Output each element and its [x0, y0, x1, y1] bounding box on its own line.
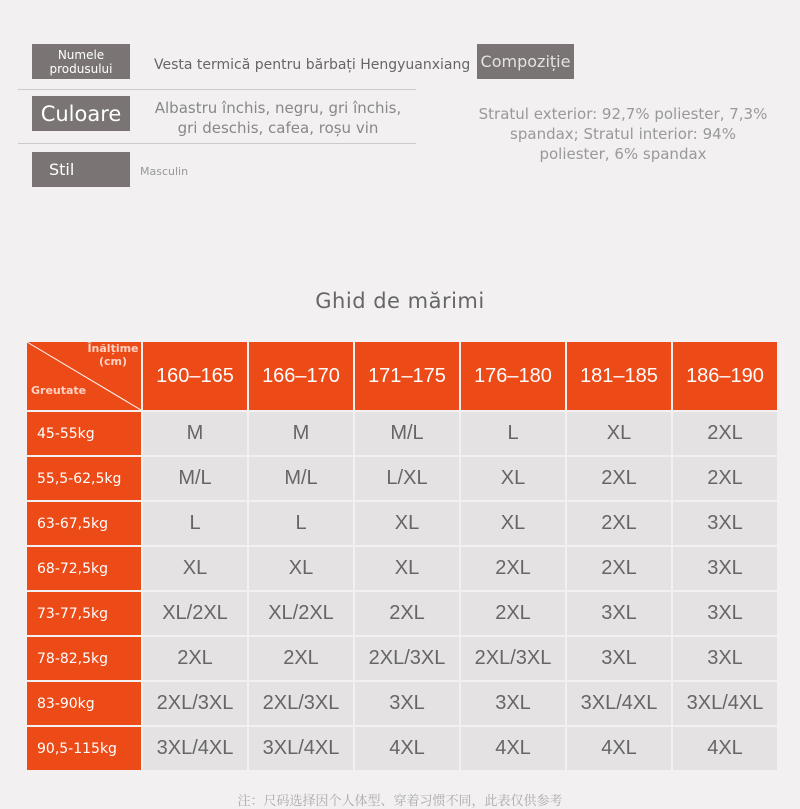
table-row: [27, 412, 777, 455]
size-cell: XL: [249, 547, 353, 590]
style-label: Stil: [32, 152, 130, 187]
size-cell: M/L: [249, 457, 353, 500]
size-cell: 4XL: [355, 727, 459, 770]
size-cell: 2XL: [355, 592, 459, 635]
size-cell: XL: [567, 412, 671, 455]
size-cell: 2XL: [461, 547, 565, 590]
size-cell: 3XL: [461, 682, 565, 725]
size-cell: M: [249, 412, 353, 455]
size-cell: XL: [355, 547, 459, 590]
size-cell: 2XL/3XL: [461, 637, 565, 680]
size-cell: 2XL: [143, 637, 247, 680]
product-name-value: Vesta termică pentru bărbați Hengyuanxiang: [154, 57, 471, 73]
composition-label: Compoziție: [477, 44, 574, 79]
product-name-label: Numele produsului: [32, 44, 130, 79]
size-cell: L/XL: [355, 457, 459, 500]
footnote: 注：尺码选择因个人体型、穿着习惯不同，此表仅供参考: [237, 794, 563, 809]
size-cell: XL/2XL: [249, 592, 353, 635]
height-column-header: 160–165: [143, 342, 247, 410]
size-cell: 2XL/3XL: [355, 637, 459, 680]
weight-row-header: 55,5-62,5kg: [27, 457, 141, 500]
corner-header: [27, 342, 141, 410]
table-row: [27, 727, 777, 770]
divider: [18, 89, 416, 90]
size-cell: 3XL: [673, 547, 777, 590]
size-cell: 3XL/4XL: [673, 682, 777, 725]
size-cell: XL: [461, 457, 565, 500]
size-cell: 2XL: [673, 412, 777, 455]
header-row: [27, 342, 777, 410]
table-row: [27, 637, 777, 680]
size-cell: XL/2XL: [143, 592, 247, 635]
size-cell: 3XL: [567, 637, 671, 680]
size-cell: 3XL: [673, 502, 777, 545]
size-cell: 2XL: [673, 457, 777, 500]
table-row: [27, 457, 777, 500]
size-cell: 3XL/4XL: [249, 727, 353, 770]
height-column-header: 166–170: [249, 342, 353, 410]
composition-value: Stratul exterior: 92,7% poliester, 7,3% spandax; Stratul interior: 94% poliester, 6% spandax: [478, 105, 768, 163]
size-cell: 2XL: [567, 457, 671, 500]
weight-row-header: 73-77,5kg: [27, 592, 141, 635]
table-body: [27, 412, 777, 770]
weight-row-header: 63-67,5kg: [27, 502, 141, 545]
size-cell: XL: [143, 547, 247, 590]
height-column-header: 181–185: [567, 342, 671, 410]
size-cell: M: [143, 412, 247, 455]
size-cell: 2XL: [461, 592, 565, 635]
size-guide-title: Ghid de mărimi: [315, 289, 485, 313]
style-value: Masculin: [140, 165, 189, 178]
table-row: [27, 502, 777, 545]
size-cell: 3XL: [355, 682, 459, 725]
size-cell: 3XL/4XL: [143, 727, 247, 770]
size-cell: 4XL: [461, 727, 565, 770]
size-cell: 2XL/3XL: [143, 682, 247, 725]
size-cell: 3XL: [567, 592, 671, 635]
size-cell: 2XL: [567, 547, 671, 590]
table-row: [27, 547, 777, 590]
divider: [18, 143, 416, 144]
weight-row-header: 45-55kg: [27, 412, 141, 455]
height-column-header: 186–190: [673, 342, 777, 410]
size-cell: XL: [461, 502, 565, 545]
size-cell: L: [461, 412, 565, 455]
size-table: [25, 340, 779, 772]
height-label: Înălțime (cm): [87, 342, 139, 368]
size-cell: 4XL: [567, 727, 671, 770]
size-cell: 3XL: [673, 592, 777, 635]
size-cell: 3XL/4XL: [567, 682, 671, 725]
weight-row-header: 78-82,5kg: [27, 637, 141, 680]
table-row: [27, 592, 777, 635]
color-value: Albastru închis, negru, gri închis, gri deschis, cafea, roșu vin: [154, 99, 402, 137]
size-cell: M/L: [355, 412, 459, 455]
table-row: [27, 682, 777, 725]
size-cell: 2XL: [249, 637, 353, 680]
size-cell: M/L: [143, 457, 247, 500]
size-cell: 3XL: [673, 637, 777, 680]
height-column-header: 171–175: [355, 342, 459, 410]
color-label: Culoare: [32, 96, 130, 131]
size-cell: 2XL/3XL: [249, 682, 353, 725]
height-column-header: 176–180: [461, 342, 565, 410]
size-cell: L: [249, 502, 353, 545]
size-cell: 2XL: [567, 502, 671, 545]
size-cell: L: [143, 502, 247, 545]
weight-label: Greutate: [31, 384, 87, 397]
weight-row-header: 83-90kg: [27, 682, 141, 725]
weight-row-header: 90,5-115kg: [27, 727, 141, 770]
size-cell: XL: [355, 502, 459, 545]
size-cell: 4XL: [673, 727, 777, 770]
weight-row-header: 68-72,5kg: [27, 547, 141, 590]
